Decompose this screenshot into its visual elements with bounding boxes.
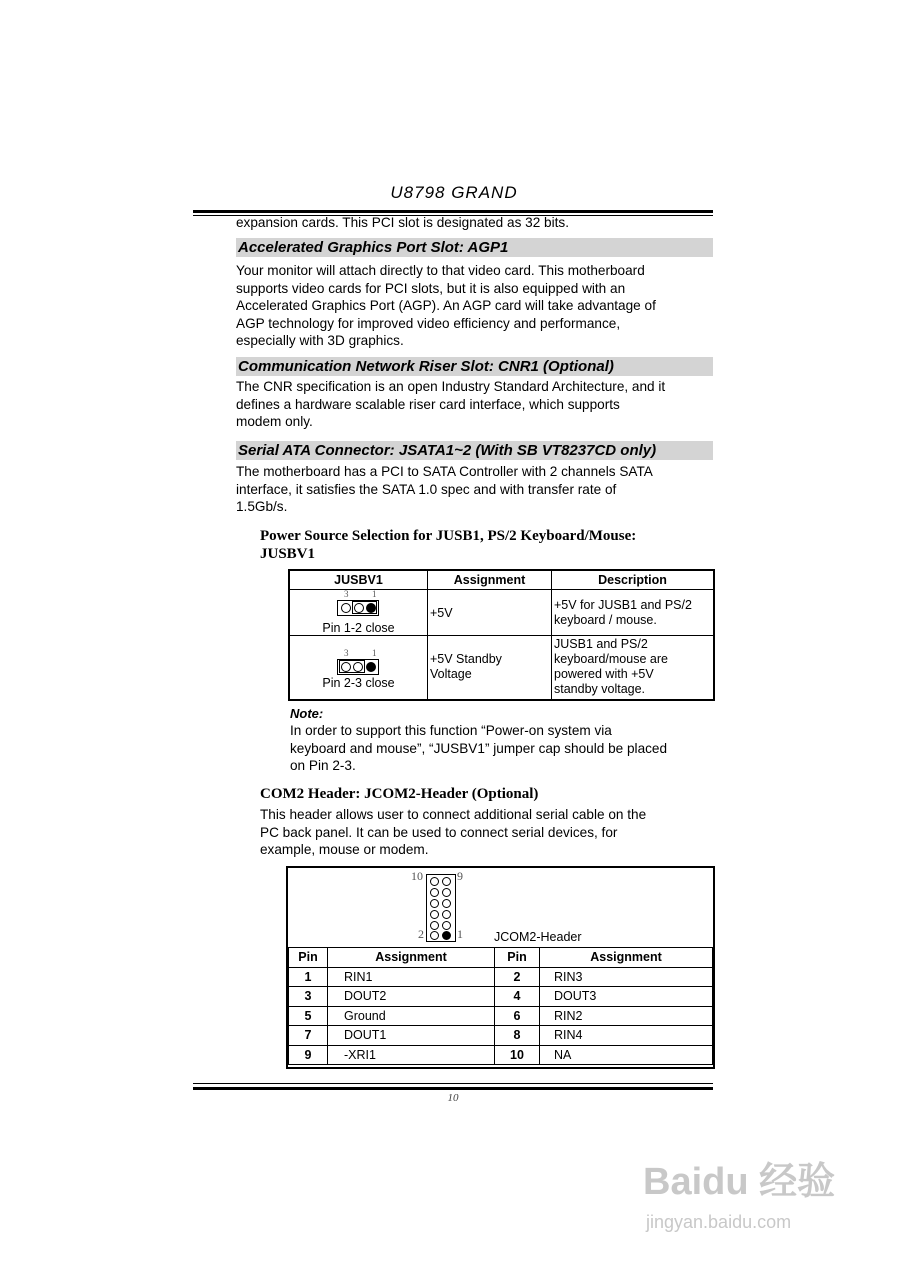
section-heading-cnr: Communication Network Riser Slot: CNR1 (Optional): [236, 357, 713, 376]
note-label: Note:: [290, 706, 324, 721]
connector-pin-number: 1: [457, 927, 463, 941]
table-row: [289, 1026, 713, 1046]
table-header: Assignment: [428, 570, 552, 590]
section-body-sata: [236, 463, 714, 516]
jcom2-table: [288, 947, 713, 1065]
description-line: JUSB1 and PS/2: [554, 637, 648, 652]
text-line: especially with 3D graphics.: [236, 333, 404, 348]
jumper-cell: [289, 590, 428, 636]
description-line: +5V for JUSB1 and PS/2: [554, 597, 692, 612]
section-heading-sata: Serial ATA Connector: JSATA1~2 (With SB VT8237CD only): [236, 441, 713, 460]
table-header: Assignment: [540, 948, 713, 968]
text-line: on Pin 2-3.: [290, 758, 356, 773]
com2-body: [260, 806, 714, 859]
text-line: This header allows user to connect additional serial cable on the: [260, 807, 647, 822]
pin-number: 1: [372, 588, 377, 599]
text-line: Your monitor will attach directly to that video card. This motherboard: [236, 263, 645, 278]
table-header: Description: [552, 570, 715, 590]
assignment-cell: NA: [540, 1045, 713, 1065]
baidu-watermark-logo: Baidu 经验: [643, 1161, 836, 1203]
text-line: defines a hardware scalable riser card interface, which supports: [236, 396, 620, 412]
pin-number: 3: [344, 588, 349, 599]
table-row: [289, 967, 713, 987]
pin-cell: 10: [495, 1045, 540, 1065]
table-row: [289, 636, 714, 700]
text-line: 1.5Gb/s.: [236, 499, 288, 514]
assignment-cell: DOUT2: [328, 987, 495, 1007]
pin-cell: 5: [289, 1006, 328, 1026]
footer-rule-thin: [193, 1083, 713, 1084]
assignment-cell: RIN1: [328, 967, 495, 987]
jusbv1-table: [288, 569, 715, 701]
table-row: [289, 987, 713, 1007]
table-header: JUSBV1: [289, 570, 428, 590]
jumper-cell: [289, 636, 428, 700]
intro-text: expansion cards. This PCI slot is designated as 32 bits.: [236, 215, 569, 230]
text-line: PC back panel. It can be used to connect serial devices, for: [260, 824, 618, 840]
pin-number: 3: [344, 648, 349, 659]
pin-cell: 1: [289, 967, 328, 987]
assignment-cell: [428, 636, 552, 700]
jcom2-connector-icon: [426, 874, 456, 942]
table-header: Pin: [495, 948, 540, 968]
baidu-watermark-url: jingyan.baidu.com: [646, 1212, 792, 1232]
pin-cell: 9: [289, 1045, 328, 1065]
connector-pin-number: 2: [418, 927, 424, 941]
text-line: interface, it satisfies the SATA 1.0 spec and with transfer rate of: [236, 481, 617, 497]
pin-number: 1: [372, 648, 377, 659]
table-header-row: [289, 570, 714, 590]
description-line: keyboard / mouse.: [554, 612, 657, 627]
assignment-cell: -XRI1: [328, 1045, 495, 1065]
text-line: The CNR specification is an open Industry Standard Architecture, and it: [236, 379, 666, 394]
table-header: Assignment: [328, 948, 495, 968]
description-cell: [552, 590, 715, 636]
table-header: Pin: [289, 948, 328, 968]
header-rule: [193, 210, 713, 213]
com2-heading: COM2 Header: JCOM2-Header (Optional): [260, 786, 539, 802]
assignment-line: +5V Standby: [430, 652, 502, 667]
text-line: keyboard and mouse”, “JUSBV1” jumper cap should be placed: [290, 740, 668, 756]
text-line: modem only.: [236, 414, 313, 429]
text-line: In order to support this function “Power-on system via: [290, 723, 612, 738]
text-line: example, mouse or modem.: [260, 842, 429, 857]
assignment-cell: RIN3: [540, 967, 713, 987]
description-line: powered with +5V: [554, 667, 654, 682]
pin-cell: 7: [289, 1026, 328, 1046]
pin-cell: 6: [495, 1006, 540, 1026]
text-line: supports video cards for PCI slots, but it is also equipped with an: [236, 280, 626, 296]
heading-line: JUSBV1: [260, 546, 316, 562]
section-heading-agp: Accelerated Graphics Port Slot: AGP1: [236, 238, 713, 257]
footer-rule: [193, 1087, 713, 1090]
heading-line: Power Source Selection for JUSB1, PS/2 Keyboard/Mouse:: [260, 528, 637, 544]
jumper-label: Pin 1-2 close: [322, 620, 395, 635]
section-body-cnr: [236, 378, 714, 431]
pin-cell: 3: [289, 987, 328, 1007]
section-body-agp: [236, 262, 714, 350]
description-line: keyboard/mouse are: [554, 652, 668, 667]
text-line: Accelerated Graphics Port (AGP). An AGP card will take advantage of: [236, 298, 656, 313]
table-header-row: [289, 948, 713, 968]
assignment-cell: +5V: [428, 590, 552, 636]
pin-cell: 2: [495, 967, 540, 987]
pin-cell: 8: [495, 1026, 540, 1046]
jumper-1-2-icon: [337, 600, 379, 616]
connector-pin-number: 10: [411, 869, 423, 883]
assignment-cell: RIN2: [540, 1006, 713, 1026]
page-number: 10: [447, 1092, 459, 1104]
description-line: standby voltage.: [554, 682, 646, 697]
assignment-cell: Ground: [328, 1006, 495, 1026]
text-line: The motherboard has a PCI to SATA Controller with 2 channels SATA: [236, 464, 653, 479]
connector-pin-number: 9: [457, 869, 463, 883]
table-row: [289, 590, 714, 636]
power-section-heading: [260, 527, 713, 563]
pin-cell: 4: [495, 987, 540, 1007]
note-body: [290, 722, 714, 775]
assignment-cell: DOUT3: [540, 987, 713, 1007]
jumper-2-3-icon: [337, 659, 379, 675]
assignment-cell: DOUT1: [328, 1026, 495, 1046]
description-cell: [552, 636, 715, 700]
text-line: AGP technology for improved video efficiency and performance,: [236, 315, 621, 331]
table-row: [289, 1006, 713, 1026]
assignment-cell: RIN4: [540, 1026, 713, 1046]
jumper-label: Pin 2-3 close: [322, 676, 395, 691]
table-row: [289, 1045, 713, 1065]
page-header-title: U8798 GRAND: [390, 183, 518, 202]
connector-label: JCOM2-Header: [494, 930, 582, 944]
assignment-line: Voltage: [430, 667, 472, 682]
